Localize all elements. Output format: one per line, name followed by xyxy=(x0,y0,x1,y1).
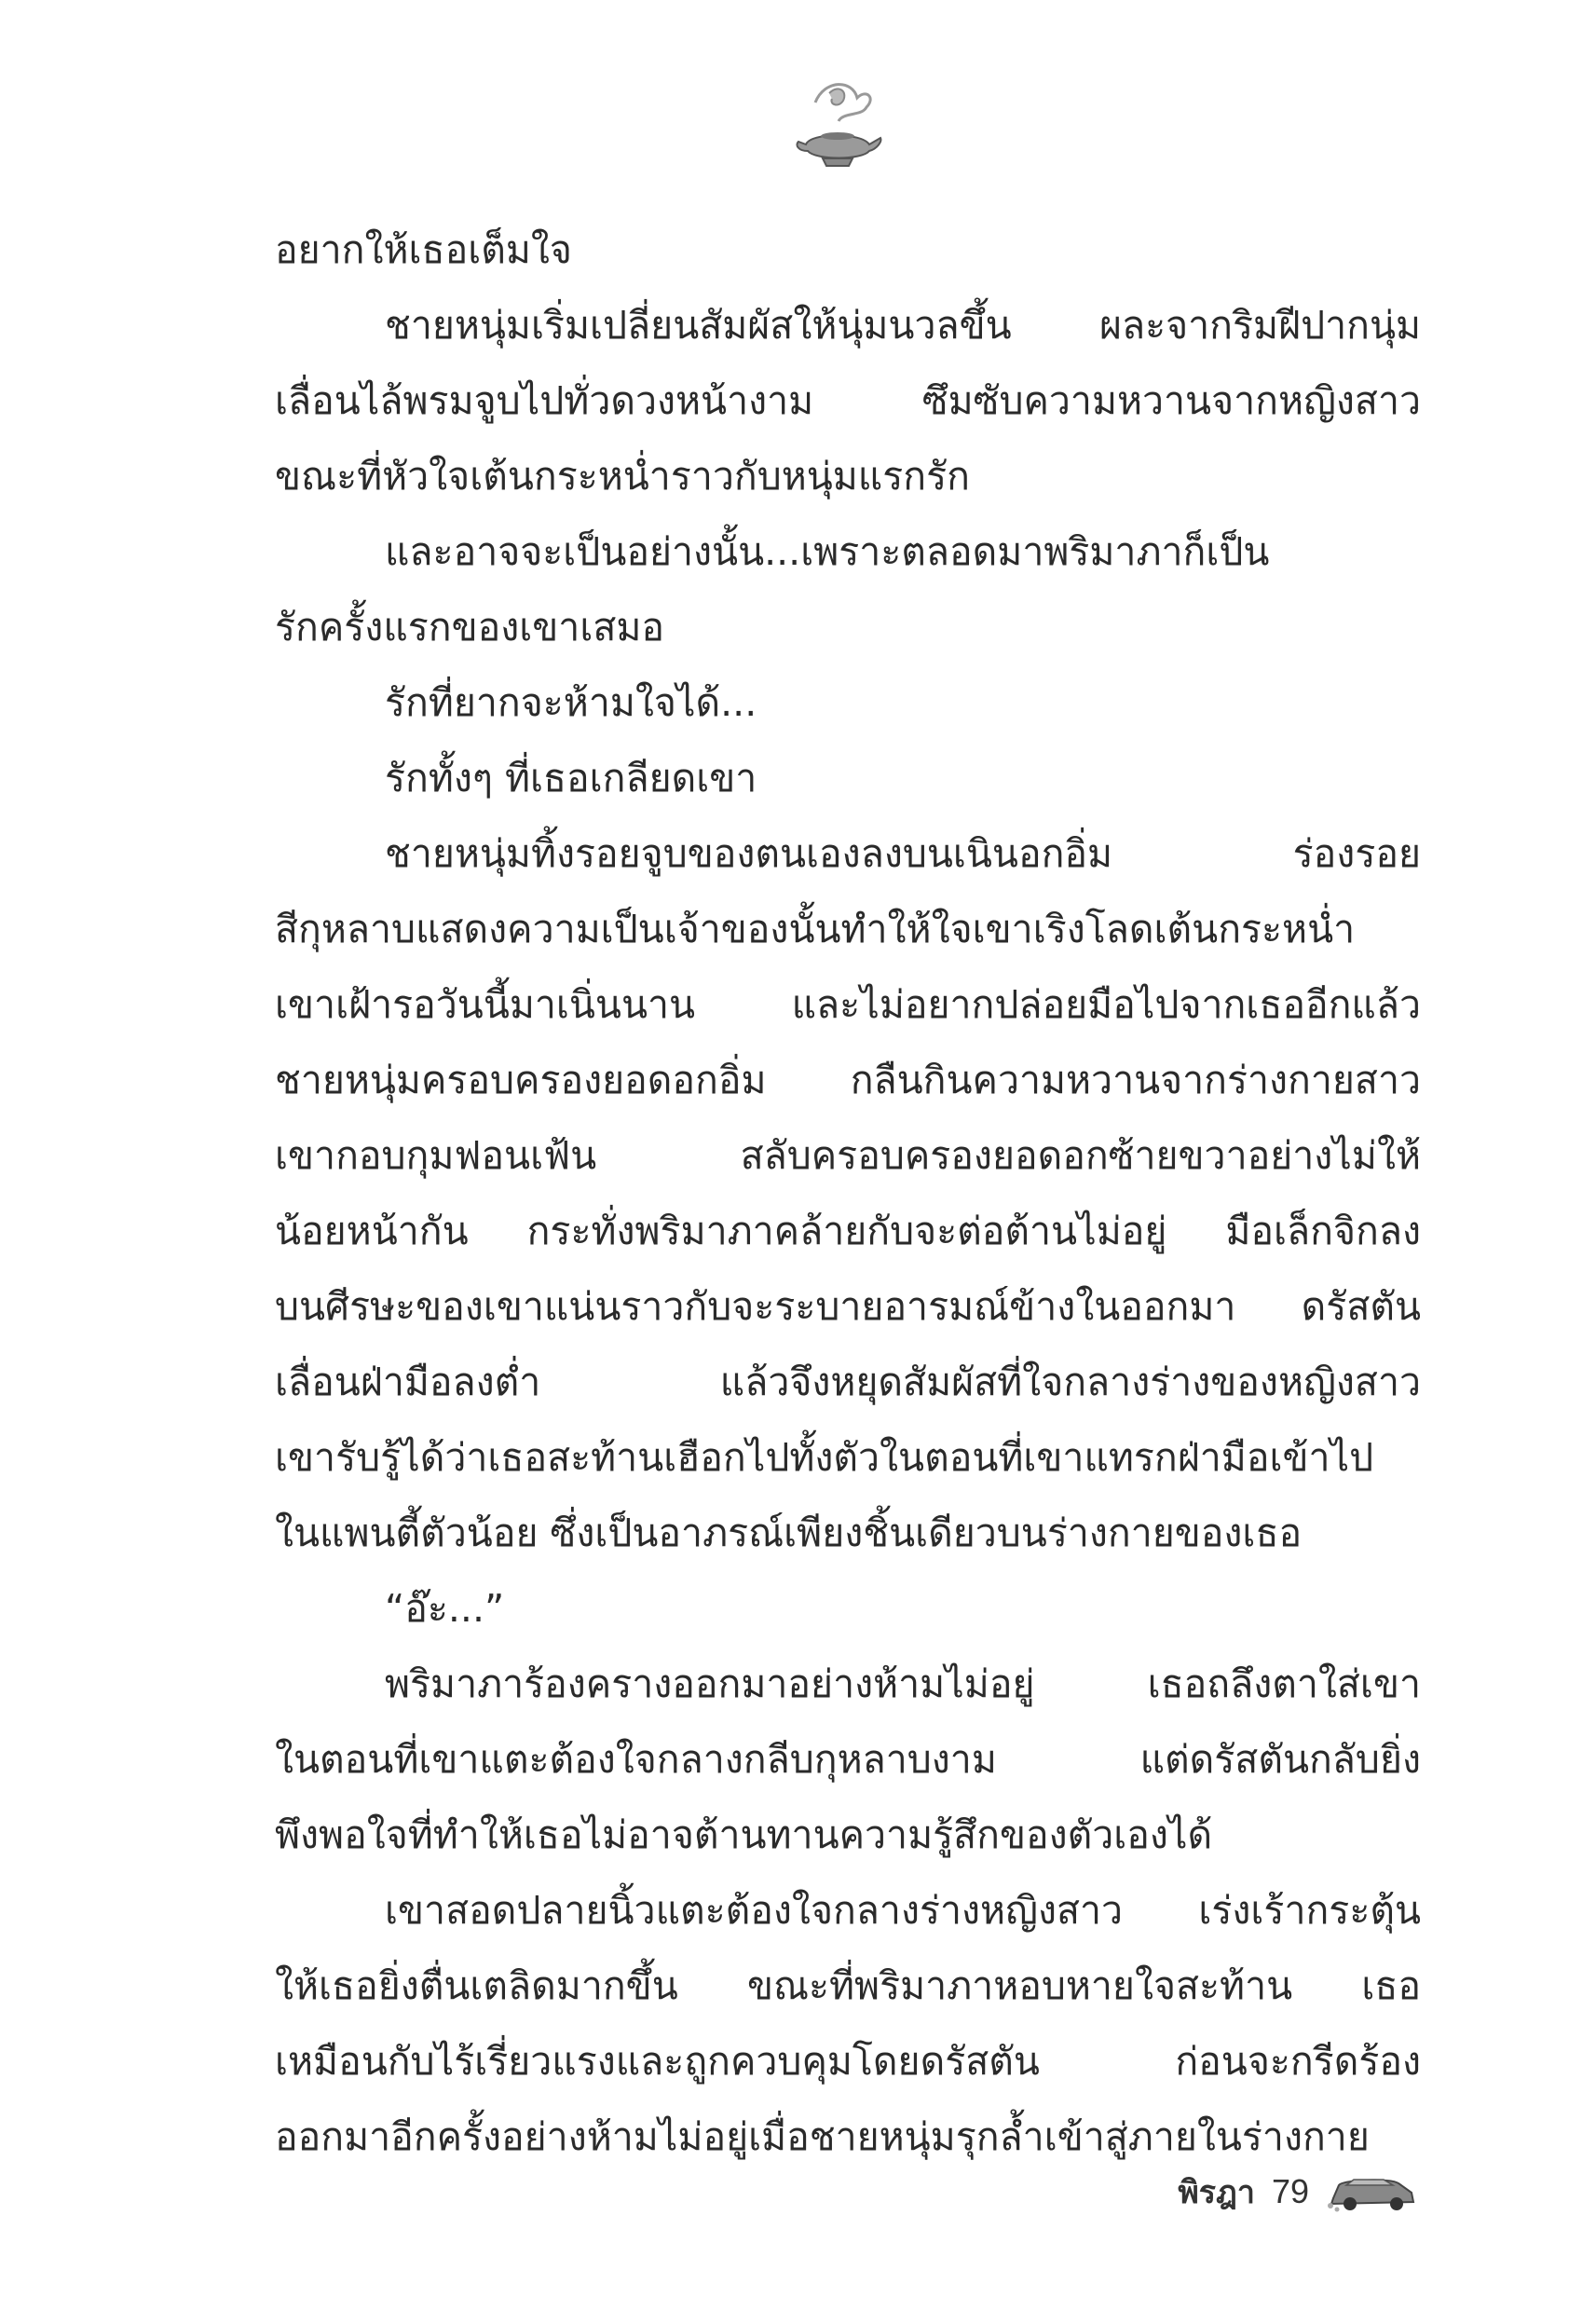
book-title: พิรฎา xyxy=(1178,2174,1255,2211)
page-body xyxy=(275,212,1421,2175)
text-line: บนศีรษะของเขาแน่นราวกับจะระบายอารมณ์ข้างในออกมา ดรัสตัน xyxy=(275,1284,1421,1329)
text-line: รักที่ยากจะห้ามใจได้... xyxy=(385,680,757,725)
page-number: 79 xyxy=(1271,2172,1309,2210)
text-line: เขาสอดปลายนิ้วแตะต้องใจกลางร่างหญิงสาว เร่งเร้ากระตุ้น xyxy=(385,1888,1421,1933)
text-line: น้อยหน้ากัน กระทั่งพริมาภาคล้ายกับจะต่อต้านไม่อยู่ มือเล็กจิกลง xyxy=(275,1209,1421,1253)
text-line: อยากให้เธอเต็มใจ xyxy=(275,227,572,272)
text-line: พึงพอใจที่ทำให้เธอไม่อาจต้านทานความรู้สึกของตัวเองได้ xyxy=(275,1812,1213,1857)
text-line: เขารับรู้ได้ว่าเธอสะท้านเฮือกไปทั้งตัวในตอนที่เขาแทรกฝ่ามือเข้าไป xyxy=(275,1435,1374,1480)
text-line: ออกมาอีกครั้งอย่างห้ามไม่อยู่เมื่อชายหนุ่มรุกล้ำเข้าสู่ภายในร่างกาย xyxy=(275,2114,1370,2159)
text-line: ชายหนุ่มครอบครองยอดอกอิ่ม กลืนกินความหวานจากร่างกายสาว xyxy=(275,1058,1421,1102)
text-line: เหมือนกับไร้เรี่ยวแรงและถูกควบคุมโดยดรัสตัน ก่อนจะกรีดร้อง xyxy=(275,2039,1421,2084)
text-line: และอาจจะเป็นอย่างนั้น...เพราะตลอดมาพริมาภาก็เป็น xyxy=(385,529,1270,574)
text-line: พริมาภาร้องครางออกมาอย่างห้ามไม่อยู่ เธอถลึงตาใส่เขา xyxy=(385,1661,1421,1706)
text-line: ในแพนตี้ตัวน้อย ซึ่งเป็นอาภรณ์เพียงชิ้นเดียวบนร่างกายของเธอ xyxy=(275,1511,1303,1555)
text-line: เขากอบกุมฟอนเฟ้น สลับครอบครองยอดอกซ้ายขวาอย่างไม่ให้ xyxy=(275,1133,1421,1178)
text-line: เลื่อนไล้พรมจูบไปทั่วดวงหน้างาม ซึมซับความหวานจากหญิงสาว xyxy=(275,378,1421,423)
page-footer xyxy=(1178,2164,1419,2220)
text-line: ในตอนที่เขาแตะต้องใจกลางกลีบกุหลาบงาม แต่ดรัสตันกลับยิ่ง xyxy=(275,1737,1421,1782)
text-line: ขณะที่หัวใจเต้นกระหน่ำราวกับหนุ่มแรกรัก xyxy=(275,454,970,499)
genie-lamp-icon xyxy=(787,75,890,177)
text-line: สีกุหลาบแสดงความเป็นเจ้าของนั้นทำให้ใจเขาเริงโลดเต้นกระหน่ำ xyxy=(275,907,1356,951)
text-line: ให้เธอยิ่งตื่นเตลิดมากขึ้น ขณะที่พริมาภาหอบหายใจสะท้าน เธอ xyxy=(275,1963,1421,2008)
text-line: ชายหนุ่มเริ่มเปลี่ยนสัมผัสให้นุ่มนวลขึ้น ผละจากริมฝีปากนุ่ม xyxy=(385,303,1421,348)
text-line: “อ๊ะ...” xyxy=(385,1586,505,1631)
text-line: ชายหนุ่มทิ้งรอยจูบของตนเองลงบนเนินอกอิ่ม ร่องรอย xyxy=(385,831,1421,876)
text-line: เลื่อนฝ่ามือลงต่ำ แล้วจึงหยุดสัมผัสที่ใจกลางร่างของหญิงสาว xyxy=(275,1360,1421,1404)
text-line: รักครั้งแรกของเขาเสมอ xyxy=(275,605,665,650)
text-line: เขาเฝ้ารอวันนี้มาเนิ่นนาน และไม่อยากปล่อยมือไปจากเธออีกแล้ว xyxy=(275,982,1421,1027)
car-icon xyxy=(1326,2168,1419,2215)
text-line: รักทั้งๆ ที่เธอเกลียดเขา xyxy=(385,756,757,800)
